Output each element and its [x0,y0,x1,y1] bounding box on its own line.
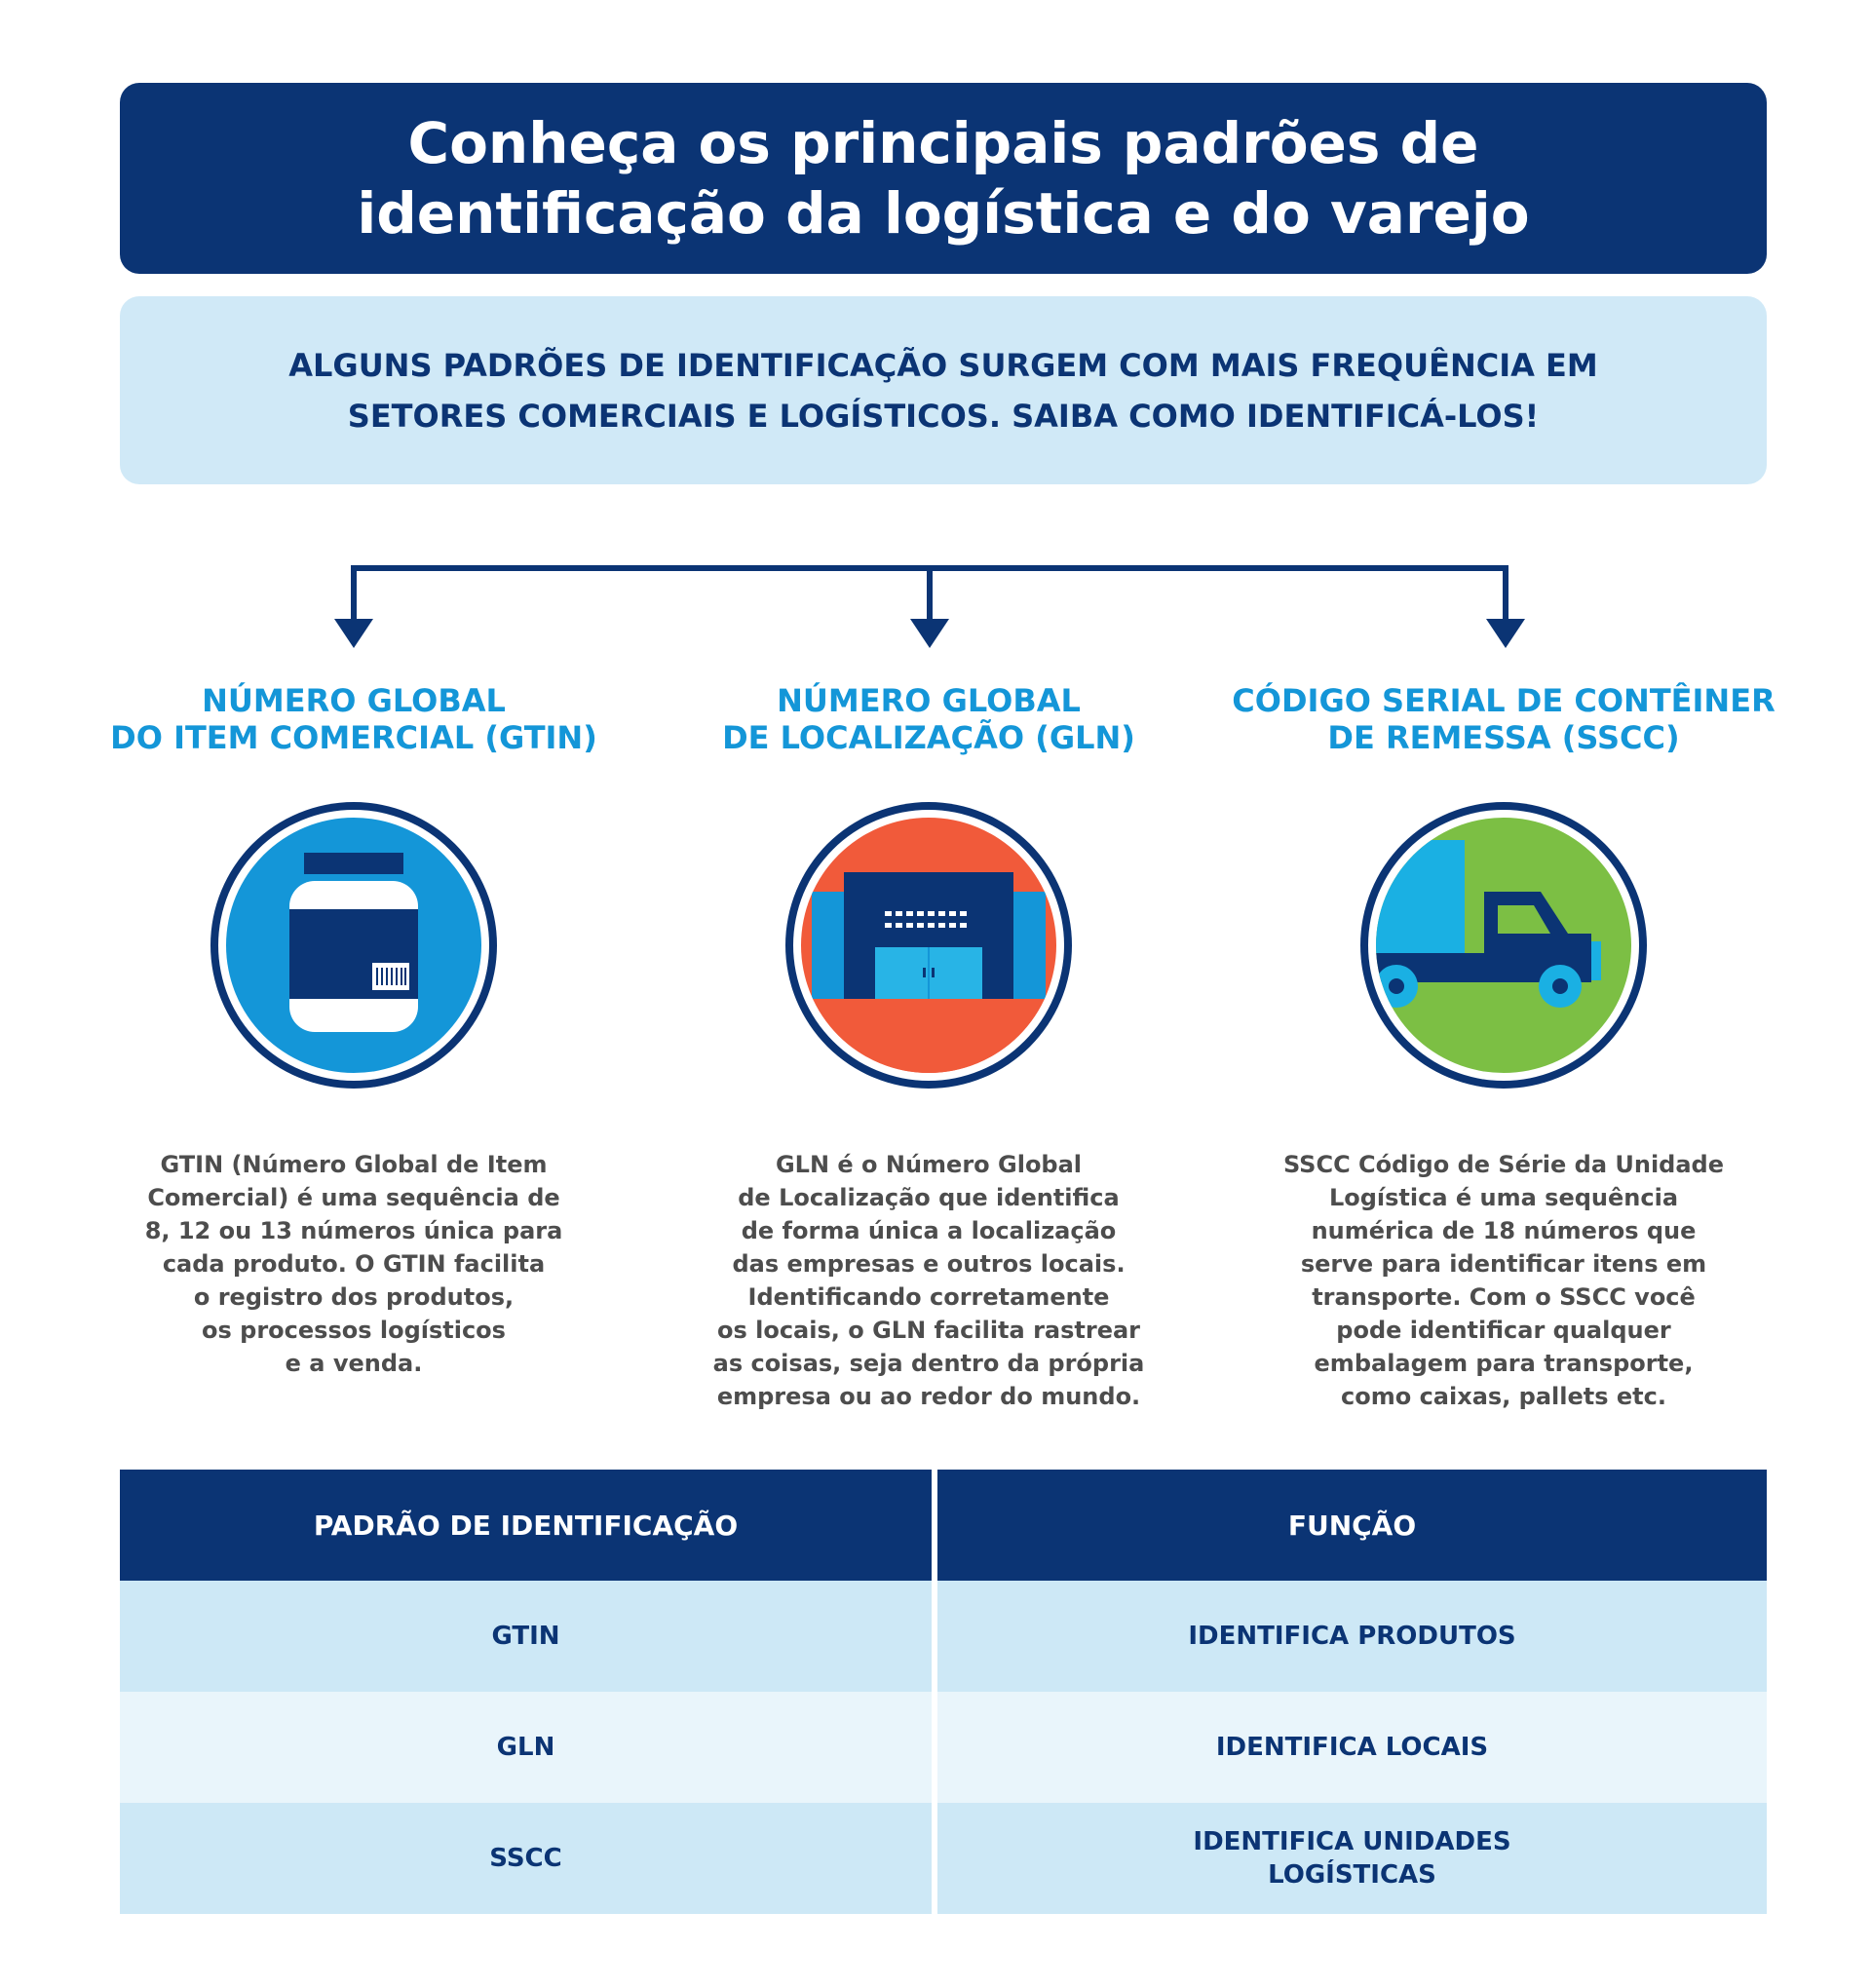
arrow-down-icon [910,619,949,648]
sscc-column [1202,682,1806,1410]
table-header-row [120,1470,1767,1581]
header-banner [120,83,1767,274]
standards-table [120,1470,1767,1914]
building-icon [783,799,1075,1091]
table-header-function: FUNÇÃO [937,1470,1767,1581]
gln-column [627,682,1231,1410]
gln-description: GLN é o Número Global de Localização que identifica de forma única a localização das empresas e outros locais. Identificando corretamente os locais, o GLN facilita rastrear as coisas, seja dentro da própria empresa ou ao redor do mundo. [712,1151,1145,1410]
table-row [120,1581,1767,1692]
table-cell-standard: GTIN [120,1581,932,1692]
gln-title: NÚMERO GLOBAL DE LOCALIZAÇÃO (GLN) [722,682,1135,756]
jar-barcode-icon [208,799,500,1091]
intro-text: ALGUNS PADRÕES DE IDENTIFICAÇÃO SURGEM COM MAIS FREQUÊNCIA EM SETORES COMERCIAIS E LOGÍSTICOS. SAIBA COMO IDENTIFICÁ-LOS! [288,346,1598,435]
arrow-down-icon [1486,619,1525,648]
table-row [120,1803,1767,1914]
arrow-down-icon [334,619,373,648]
page-title: Conheça os principais padrões de identificação da logística e do varejo [357,110,1530,247]
gtin-description: GTIN (Número Global de Item Comercial) é uma sequência de 8, 12 ou 13 números única para cada produto. O GTIN facilita o registro dos produtos, os processos logísticos e a venda. [144,1151,563,1377]
table-cell-function: IDENTIFICA PRODUTOS [937,1581,1767,1692]
intro-box [120,296,1767,484]
table-cell-function: IDENTIFICA UNIDADES LOGÍSTICAS [937,1803,1767,1914]
table-header-standard: PADRÃO DE IDENTIFICAÇÃO [120,1470,932,1581]
table-cell-function: IDENTIFICA LOCAIS [937,1692,1767,1803]
sscc-description: SSCC Código de Série da Unidade Logística é uma sequência numérica de 18 números que serve para identificar itens em transporte. Com o SSCC você pode identificar qualquer embalagem para transporte, como caixas, pallets etc. [1282,1151,1725,1410]
table-cell-standard: GLN [120,1692,932,1803]
gtin-title: NÚMERO GLOBAL DO ITEM COMERCIAL (GTIN) [110,682,597,756]
truck-icon [1357,799,1650,1091]
gtin-column [52,682,656,1377]
sscc-title: CÓDIGO SERIAL DE CONTÊINER DE REMESSA (SSCC) [1232,682,1776,756]
table-row [120,1692,1767,1803]
connector-arrows [0,546,1871,653]
table-cell-standard: SSCC [120,1803,932,1914]
